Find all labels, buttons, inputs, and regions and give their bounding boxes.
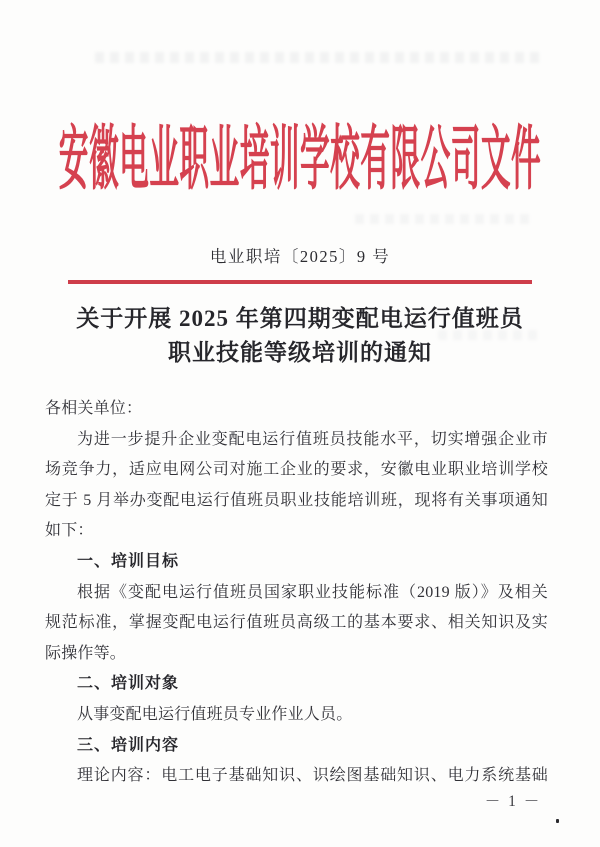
section-heading-3: 三、培训内容: [77, 736, 180, 754]
body-line: 为进一步提升企业变配电运行值班员技能水平，切实增强企业市: [77, 430, 548, 448]
document-number: 电业职培〔2025〕9 号: [209, 247, 391, 266]
notice-title: [30, 302, 570, 370]
page-number: － 1 －: [484, 793, 542, 810]
body-line: 理论内容：电工电子基础知识、识绘图基础知识、电力系统基础: [77, 767, 548, 785]
body-line: 从事变配电运行值班员专业作业人员。: [77, 705, 353, 723]
red-divider-rule: [68, 280, 532, 284]
section-heading-1: 一、培训目标: [77, 552, 180, 570]
bleedthrough-ghost: [355, 214, 535, 224]
body-line: 定于 5 月举办变配电运行值班员职业技能培训班，现将有关事项通知: [45, 491, 548, 509]
body-line: 根据《变配电运行值班员国家职业技能标准（2019 版）》及相关: [77, 583, 548, 601]
notice-body: [45, 394, 548, 792]
notice-title-line1: 关于开展 2025 年第四期变配电运行值班员: [76, 306, 524, 331]
body-line: 如下：: [45, 522, 94, 540]
salutation-line: 各相关单位：: [45, 400, 143, 417]
letterhead: [0, 102, 600, 202]
scan-speck: [556, 819, 559, 823]
body-line: 场竞争力，适应电网公司对施工企业的要求，安徽电业职业培训学校: [45, 461, 548, 479]
bleedthrough-ghost: [95, 52, 540, 63]
body-line: 际操作等。: [45, 644, 127, 662]
notice-title-line2: 职业技能等级培训的通知: [168, 340, 432, 365]
letterhead-title: 安徽电业职业培训学校有限公司文件: [58, 120, 542, 199]
section-heading-2: 二、培训对象: [77, 675, 180, 693]
body-line: 规范标准，掌握变配电运行值班员高级工的基本要求、相关知识及实: [45, 614, 548, 632]
